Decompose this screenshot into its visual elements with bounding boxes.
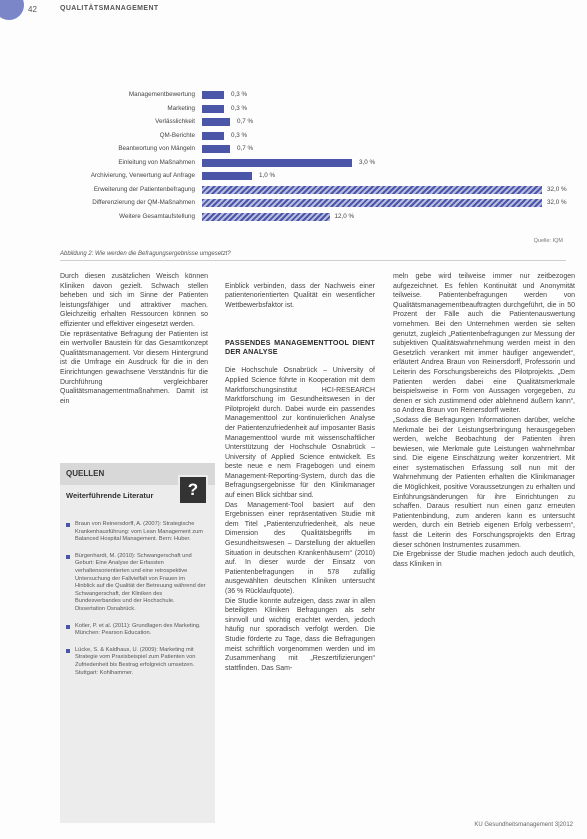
source-item: Braun von Reinersdorff, A. (2007): Strategische Krankenhausführung: vom Lean Management zum Balanced Hospital Management. Bern: Huber. — [66, 521, 206, 544]
category-label: Marketing — [167, 104, 195, 112]
value-label: 3,0 % — [359, 158, 376, 166]
chart-row — [0, 144, 587, 154]
chart-row — [0, 131, 587, 141]
chart-bar — [202, 213, 330, 221]
category-label: Einleitung von Maßnahmen — [118, 158, 195, 166]
chart-caption: Abbildung 2: Wie werden die Befragungsergebnisse umgesetzt? — [60, 251, 231, 257]
category-label: Differenzierung der QM-Maßnahmen — [92, 199, 195, 206]
sources-subtitle: Weiterführende Literatur — [66, 491, 154, 500]
bar-chart — [0, 90, 587, 240]
chart-bar — [202, 132, 224, 140]
category-label: Weitere Gesamtaufstellung — [119, 212, 195, 220]
value-label: 1,0 % — [259, 172, 276, 179]
sources-title: QUELLEN — [66, 469, 105, 478]
category-label: Beantwortung von Mängeln — [118, 145, 195, 152]
category-label: Verlässlichkeit — [155, 118, 195, 125]
question-icon: ? — [178, 475, 208, 505]
chart-row — [0, 104, 587, 114]
value-label: 32,0 % — [547, 199, 567, 206]
category-label: QM-Berichte — [159, 131, 195, 139]
divider — [60, 260, 566, 261]
chart-bar — [202, 145, 230, 153]
sources-box — [60, 463, 215, 823]
chart-bar — [202, 91, 224, 99]
chart-row — [0, 90, 587, 100]
source-item: Bürgenhardt, M. (2010): Schwangerschaft und Geburt: Eine Analyse der Erfassten verhaltensorientierten und eine retrospektive Untersuchung der Fallvielfalt von Frauen im Hinblick auf die Qualität der Betreuung während der Schwangerschaft, der Kliniken des Bundesverbandes und der Hochschule. Dissertation Osnabrück. — [66, 553, 206, 614]
chart-source: Quelle: IQM — [533, 238, 563, 244]
chart-bar — [202, 105, 224, 113]
category-label: Archivierung, Verwertung auf Anfrage — [90, 172, 195, 179]
chart-row — [0, 212, 587, 222]
text-column-1: Durch diesen zusätzlichen Weisch können Kliniken davon gezielt. Schwach stellen beheben und sich im Sinne der Patienten leistungsfähiger und attraktiver machen. Gleichzeitig erhalten Ressourcen können so effizienter und effektiver eingesetzt werden. Die repräsentative Befragung der Patienten ist ein wertvoller Baustein für das Gesamtkonzept Qualitätsmanagement. Vor diesem Hintergrund ist die Umfrage ein Ausdruck für die in den Einrichtungen gewachsene Verständnis für die Durchführung vergleichbarer Qualitätsmanagementmaßnahmen. Damit ist ein — [60, 273, 208, 405]
chart-bar — [202, 159, 352, 167]
value-label: 0,3 % — [231, 131, 248, 139]
column-2-intro: Einblick verbinden, dass der Nachweis einer patientenorientierten Qualität ein wesentlicher Wettbewerbsfaktor ist. — [225, 282, 375, 309]
text-column-2 — [225, 272, 375, 683]
page-footer: KU Gesundheitsmanagement 3|2012 — [474, 822, 573, 828]
value-label: 12,0 % — [334, 212, 355, 220]
chart-row — [0, 198, 587, 208]
value-label: 32,0 % — [547, 185, 567, 193]
value-label: 0,7 % — [237, 145, 254, 152]
article-subheading: PASSENDES MANAGEMENTTOOL DIENT DER ANALYSE — [225, 337, 375, 357]
value-label: 0,3 % — [231, 104, 248, 112]
chart-bar — [202, 199, 542, 207]
chart-bar — [202, 186, 542, 194]
column-2-body: Die Hochschule Osnabrück – University of Applied Science führte in Kooperation mit dem Marktforschungsinstitut HCI-RESEARCH Marktforschung im Gesundheitswesen in der Pilotprojekt durch. Dabei wurde ein passendes Managementtool zur kontinuierlichen Analyse der Patientenzufriedenheit auf imposanter Basis Managementtool wurde mit wissenschaftlicher Unterstützung der Hochschule Osnabrück – University of Applied Science entwickelt. Es beste neue e nem Fragebogen und einem Management-Reporting-System, durch das die Befragungsergebnisse für den Klinikmanager auf einen Blick sichtbar sind. Das Management-Tool basiert auf den Ergebnissen einer repräsentativen Studie mit dem Titel „Patientenzufriedenheit, als neue Dimension des Qualitätsbegriffs im Gesundheitswesen – Darstellung der aktuellen Situation in deutschen Krankenhäusern“ (2010) auf. In dieser wurde der Einsatz von Patientenbefragungen in 578 zufällig ausgewählten deutschen Kliniken untersucht (36 % Rücklaufquote). Die Studie konnte aufzeigen, dass zwar in allen beteiligten Kliniken Befragungen als sehr sinnvoll und wichtig erachtet werden, jedoch häufig nur sporadisch verfolgt werden. Die Studie förderte zu Tage, dass die Befragungen meist schriftlich vorgenommen werden und im Zusammenhang mit „Reszertifizierungen“ stattfinden. Das Sam- — [225, 367, 375, 672]
sources-list — [66, 521, 206, 686]
chart-row — [0, 185, 587, 195]
page-number: 42 — [28, 5, 37, 14]
section-title: QUALITÄTSMANAGEMENT — [60, 5, 159, 12]
text-column-3: meln gebe wird teilweise immer nur zeitbezogen aufgezeichnet. Es fehlen Kontinuität und Anonymität teilweise. Patientenbefragungen werden von Qualitätsmanagementbeauftragten durchgeführt, die in 50 Prozent der Fälle auch die Patientenauswertung vornehmen. Bei den Unternehmen werden sie selten genutzt, zugleich „Patientenbefragungen zur Messung der subjektiven Qualitätswahrnehmung werden meist in den Gesetzlich verankert mit immer häufiger angewendet“, erläutert Andrea Braun von Reinersdorff, Professorin und Leiterin des Forschungsbereichs des Pilotprojekts. „Dem Patienten werden dabei eine Qualitätsmerkmale beispielsweise in Form von Aussagen vorgegeben, zu denen er sich zustimmend oder ablehnend äußern kann“, so Andrea Braun von Reinersdorff weiter. „Sodass die Befragungen Informationen darüber, welche Merkmale bei der Leistungserbringung herausgegeben werden, welche Beobachtung der Patienten ihren bewiesen, wie Merkmale gute Leistungen wahrnehmbar sind. Die eigene Einschätzung weiter konzentriert. Mit einer systematischen Erfassung soll nun mit der Wahrnehmung der Patienten erhalten die Klinikmanager die Möglichkeit, positive Voraussetzungen zu erhalten und Einführungsänderungen für ihre Einrichtungen zu schaffen. Daraus resultiert nun einen ganz erneuten Patientenbindung, zum anderen kann es untersucht werden, durch ein Betrieb eigenen Erfolg verbessern“, fasst die Leiterin des Forschungsprojekts den Ertrag dieser schönen Instrumentes zusammen. Die Ergebnisse der Studie machen jedoch auch deutlich, dass Kliniken in — [393, 273, 575, 568]
source-item: Kotler, P. et al. (2011): Grundlagen des Marketing. München: Pearson Education. — [66, 623, 206, 638]
chart-row — [0, 158, 587, 168]
chart-row — [0, 171, 587, 181]
value-label: 0,3 % — [231, 91, 248, 98]
chart-row — [0, 117, 587, 127]
chart-bar — [202, 172, 252, 180]
category-label: Managementbewertung — [128, 91, 195, 98]
category-label: Erweiterung der Patientenbefragung — [93, 185, 195, 193]
source-item: Lücke, S. & Kaldhaus, U. (2009): Marketing mit Strategie vom Praxisbeispiel zum Patienten von Zufriedenheit bis Bestrag erfolgreich umsetzen. Stuttgart: Kohlhammer. — [66, 647, 206, 677]
chart-bar — [202, 118, 230, 126]
value-label: 0,7 % — [237, 118, 254, 125]
corner-decoration — [0, 0, 24, 20]
